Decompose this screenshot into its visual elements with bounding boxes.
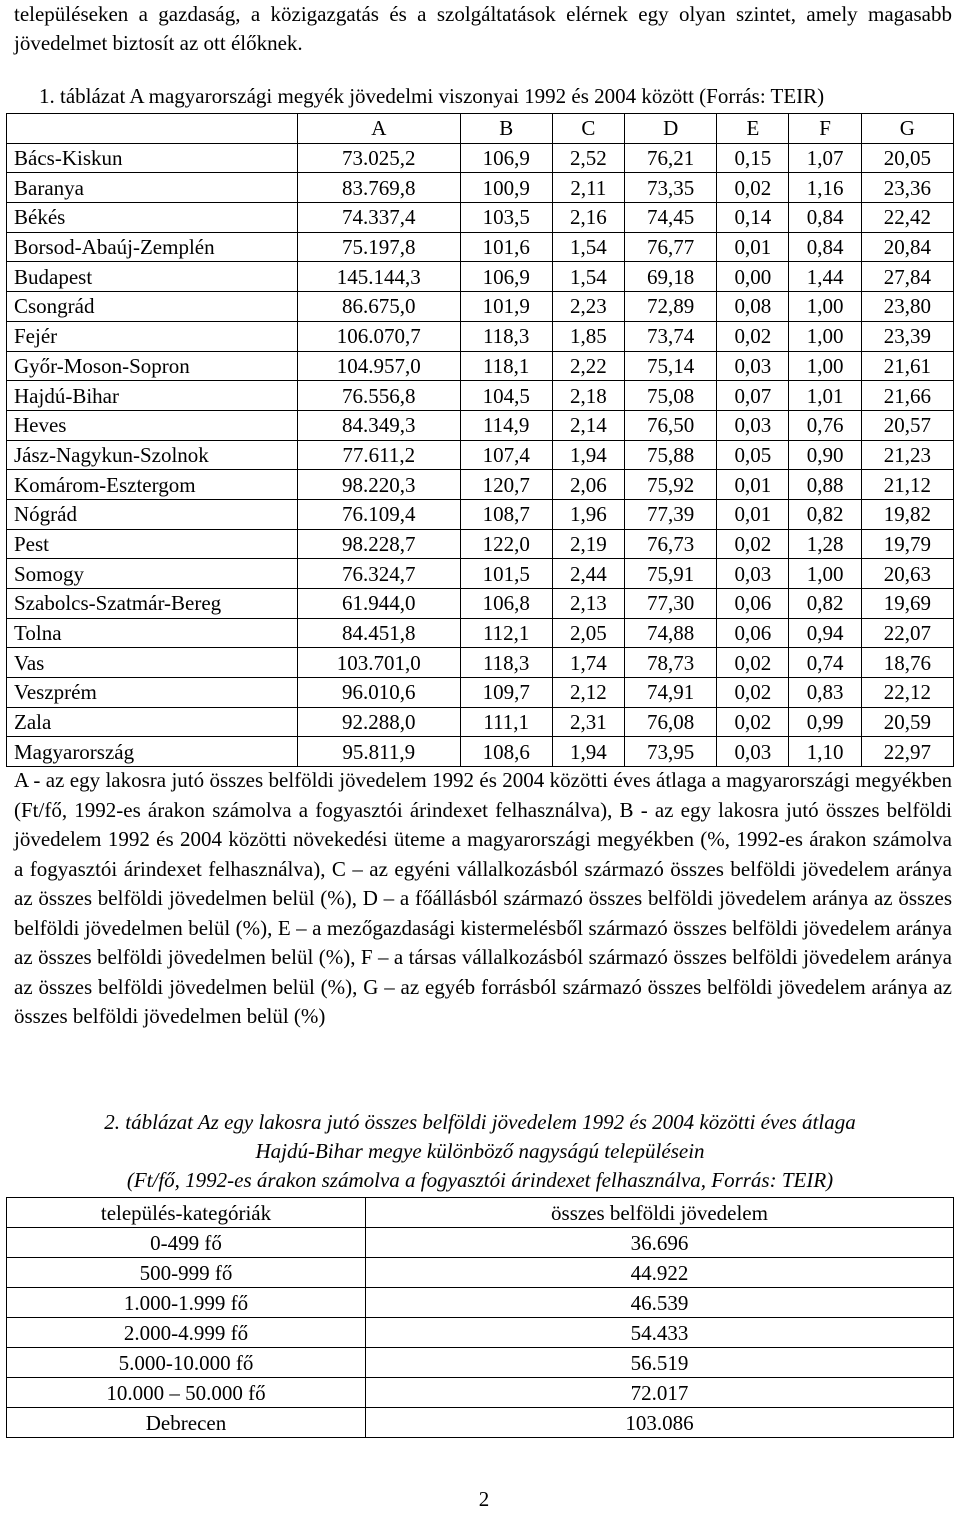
county-name-cell: Vas <box>7 648 298 678</box>
value-cell: 1,94 <box>552 440 624 470</box>
value-cell: 22,07 <box>861 618 953 648</box>
value-cell: 104.957,0 <box>298 351 461 381</box>
value-cell: 36.696 <box>366 1228 954 1258</box>
value-cell: 0,14 <box>717 203 789 233</box>
table-row <box>7 1288 954 1318</box>
value-cell: 19,82 <box>861 499 953 529</box>
value-cell: 1,54 <box>552 232 624 262</box>
table2-caption-line: 2. táblázat Az egy lakosra jutó összes belföldi jövedelem 1992 és 2004 közötti éves átlaga <box>104 1110 856 1134</box>
county-name-cell: Pest <box>7 529 298 559</box>
value-cell: 21,61 <box>861 351 953 381</box>
value-cell: 108,6 <box>460 737 552 767</box>
value-cell: 106,9 <box>460 262 552 292</box>
value-cell: 2,52 <box>552 143 624 173</box>
category-cell: 500-999 fő <box>7 1258 366 1288</box>
value-cell: 19,69 <box>861 589 953 619</box>
value-cell: 73,35 <box>625 173 717 203</box>
table-row <box>7 262 954 292</box>
value-cell: 118,1 <box>460 351 552 381</box>
value-cell: 1,00 <box>789 351 861 381</box>
value-cell: 103,5 <box>460 203 552 233</box>
value-cell: 83.769,8 <box>298 173 461 203</box>
county-name-cell: Fejér <box>7 321 298 351</box>
value-cell: 0,08 <box>717 292 789 322</box>
value-cell: 114,9 <box>460 410 552 440</box>
value-cell: 118,3 <box>460 321 552 351</box>
value-cell: 20,05 <box>861 143 953 173</box>
county-name-cell: Csongrád <box>7 292 298 322</box>
table1-caption: 1. táblázat A magyarországi megyék jövedelmi viszonyai 1992 és 2004 között (Forrás: TEIR) <box>39 84 825 108</box>
header-cell: C <box>552 114 624 144</box>
table2-caption <box>0 1108 960 1195</box>
value-cell: 0,02 <box>717 321 789 351</box>
value-cell: 0,01 <box>717 499 789 529</box>
value-cell: 104,5 <box>460 381 552 411</box>
value-cell: 1,01 <box>789 381 861 411</box>
table-row <box>7 351 954 381</box>
value-cell: 0,84 <box>789 203 861 233</box>
value-cell: 0,02 <box>717 707 789 737</box>
category-cell: 2.000-4.999 fő <box>7 1318 366 1348</box>
table-row <box>7 707 954 737</box>
value-cell: 0,84 <box>789 232 861 262</box>
table2-caption-line: Hajdú-Bihar megye különböző nagyságú településein <box>255 1139 705 1163</box>
value-cell: 76.109,4 <box>298 499 461 529</box>
value-cell: 0,82 <box>789 499 861 529</box>
value-cell: 98.228,7 <box>298 529 461 559</box>
value-cell: 112,1 <box>460 618 552 648</box>
value-cell: 1,16 <box>789 173 861 203</box>
value-cell: 84.451,8 <box>298 618 461 648</box>
value-cell: 2,22 <box>552 351 624 381</box>
county-name-cell: Komárom-Esztergom <box>7 470 298 500</box>
value-cell: 0,03 <box>717 737 789 767</box>
value-cell: 2,18 <box>552 381 624 411</box>
value-cell: 20,84 <box>861 232 953 262</box>
value-cell: 95.811,9 <box>298 737 461 767</box>
value-cell: 0,00 <box>717 262 789 292</box>
value-cell: 1,85 <box>552 321 624 351</box>
value-cell: 23,36 <box>861 173 953 203</box>
table1-legend: A - az egy lakosra jutó összes belföldi jövedelem 1992 és 2004 közötti éves átlaga a magyarországi megyékben (Ft/fő, 1992-es árakon számolva a fogyasztói árindexet felhasználva), B - az egy lakosra jutó összes belföldi jövedelem 1992 és 2004 közötti növekedési üteme a magyarországi megyékben (%, 1992-es árakon számolva a fogyasztói árindexet felhasználva), C – az egyéni vállalkozásból származó összes belföldi jövedelem aránya az összes belföldi jövedelmen belül (%), D – a főállásból származó összes belföldi jövedelem aránya az összes belföldi jövedelmen belül (%), E – a mezőgazdasági kistermelésből származó összes belföldi jövedelem aránya az összes belföldi jövedelmen belül (%), F – a társas vállalkozásból származó összes belföldi jövedelem aránya az összes belföldi jövedelmen belül (%), G – az egyéb forrásból származó összes belföldi jövedelem aránya az összes belföldi jövedelmen belül (%) <box>14 768 952 1028</box>
value-cell: 75,92 <box>625 470 717 500</box>
value-cell: 2,16 <box>552 203 624 233</box>
value-cell: 2,44 <box>552 559 624 589</box>
value-cell: 106.070,7 <box>298 321 461 351</box>
page-number: 2 <box>478 1487 490 1511</box>
value-cell: 0,76 <box>789 410 861 440</box>
county-name-cell: Budapest <box>7 262 298 292</box>
value-cell: 73,95 <box>625 737 717 767</box>
county-name-cell: Heves <box>7 410 298 440</box>
value-cell: 2,12 <box>552 678 624 708</box>
value-cell: 98.220,3 <box>298 470 461 500</box>
table-row <box>7 203 954 233</box>
value-cell: 100,9 <box>460 173 552 203</box>
value-cell: 2,23 <box>552 292 624 322</box>
value-cell: 86.675,0 <box>298 292 461 322</box>
value-cell: 101,5 <box>460 559 552 589</box>
value-cell: 2,31 <box>552 707 624 737</box>
value-cell: 76,50 <box>625 410 717 440</box>
value-cell: 101,9 <box>460 292 552 322</box>
value-cell: 1,00 <box>789 559 861 589</box>
value-cell: 122,0 <box>460 529 552 559</box>
value-cell: 0,02 <box>717 529 789 559</box>
value-cell: 0,06 <box>717 589 789 619</box>
value-cell: 0,01 <box>717 470 789 500</box>
value-cell: 2,05 <box>552 618 624 648</box>
table-row <box>7 1258 954 1288</box>
table-row <box>7 1378 954 1408</box>
value-cell: 107,4 <box>460 440 552 470</box>
header-cell: E <box>717 114 789 144</box>
table-row <box>7 1318 954 1348</box>
table-row <box>7 618 954 648</box>
value-cell: 92.288,0 <box>298 707 461 737</box>
value-cell: 76,73 <box>625 529 717 559</box>
table-row <box>7 440 954 470</box>
category-cell: 5.000-10.000 fő <box>7 1348 366 1378</box>
value-cell: 23,39 <box>861 321 953 351</box>
value-cell: 0,01 <box>717 232 789 262</box>
value-cell: 75.197,8 <box>298 232 461 262</box>
value-cell: 19,79 <box>861 529 953 559</box>
table-row <box>7 410 954 440</box>
county-name-cell: Tolna <box>7 618 298 648</box>
value-cell: 23,80 <box>861 292 953 322</box>
value-cell: 54.433 <box>366 1318 954 1348</box>
value-cell: 145.144,3 <box>298 262 461 292</box>
value-cell: 72.017 <box>366 1378 954 1408</box>
county-name-cell: Veszprém <box>7 678 298 708</box>
value-cell: 0,03 <box>717 351 789 381</box>
value-cell: 0,15 <box>717 143 789 173</box>
value-cell: 75,91 <box>625 559 717 589</box>
table-row <box>7 648 954 678</box>
header-cell: G <box>861 114 953 144</box>
header-cell: összes belföldi jövedelem <box>366 1198 954 1228</box>
value-cell: 76,77 <box>625 232 717 262</box>
value-cell: 2,13 <box>552 589 624 619</box>
value-cell: 69,18 <box>625 262 717 292</box>
value-cell: 77,30 <box>625 589 717 619</box>
value-cell: 21,12 <box>861 470 953 500</box>
value-cell: 20,63 <box>861 559 953 589</box>
value-cell: 22,12 <box>861 678 953 708</box>
value-cell: 72,89 <box>625 292 717 322</box>
value-cell: 0,07 <box>717 381 789 411</box>
category-cell: Debrecen <box>7 1408 366 1438</box>
value-cell: 1,10 <box>789 737 861 767</box>
settlement-income-table <box>6 1197 954 1438</box>
category-cell: 0-499 fő <box>7 1228 366 1258</box>
value-cell: 103.086 <box>366 1408 954 1438</box>
county-name-cell: Zala <box>7 707 298 737</box>
table2-caption-line: (Ft/fő, 1992-es árakon számolva a fogyasztói árindexet felhasználva, Forrás: TEIR) <box>126 1168 834 1192</box>
table-row <box>7 470 954 500</box>
value-cell: 56.519 <box>366 1348 954 1378</box>
county-name-cell: Magyarország <box>7 737 298 767</box>
value-cell: 76,08 <box>625 707 717 737</box>
value-cell: 118,3 <box>460 648 552 678</box>
county-name-cell: Jász-Nagykun-Szolnok <box>7 440 298 470</box>
county-name-cell: Győr-Moson-Sopron <box>7 351 298 381</box>
value-cell: 74.337,4 <box>298 203 461 233</box>
value-cell: 0,83 <box>789 678 861 708</box>
table-row <box>7 232 954 262</box>
value-cell: 75,14 <box>625 351 717 381</box>
value-cell: 76,21 <box>625 143 717 173</box>
value-cell: 20,57 <box>861 410 953 440</box>
table-row <box>7 292 954 322</box>
value-cell: 0,99 <box>789 707 861 737</box>
value-cell: 1,54 <box>552 262 624 292</box>
table-row <box>7 529 954 559</box>
intro-paragraph: településeken a gazdaság, a közigazgatás és a szolgáltatások elérnek egy olyan szintet, amely magasabb jövedelmet biztosít az ott élőknek. <box>14 2 952 55</box>
value-cell: 0,02 <box>717 648 789 678</box>
value-cell: 46.539 <box>366 1288 954 1318</box>
value-cell: 18,76 <box>861 648 953 678</box>
header-cell: település-kategóriák <box>7 1198 366 1228</box>
value-cell: 76.556,8 <box>298 381 461 411</box>
value-cell: 109,7 <box>460 678 552 708</box>
value-cell: 44.922 <box>366 1258 954 1288</box>
value-cell: 73,74 <box>625 321 717 351</box>
value-cell: 78,73 <box>625 648 717 678</box>
table-row <box>7 678 954 708</box>
value-cell: 0,90 <box>789 440 861 470</box>
header-cell: A <box>298 114 461 144</box>
county-income-table <box>6 113 954 767</box>
value-cell: 0,74 <box>789 648 861 678</box>
value-cell: 1,00 <box>789 292 861 322</box>
value-cell: 84.349,3 <box>298 410 461 440</box>
value-cell: 2,06 <box>552 470 624 500</box>
county-name-cell: Somogy <box>7 559 298 589</box>
value-cell: 111,1 <box>460 707 552 737</box>
header-cell: B <box>460 114 552 144</box>
value-cell: 75,08 <box>625 381 717 411</box>
value-cell: 77,39 <box>625 499 717 529</box>
county-name-cell: Borsod-Abaúj-Zemplén <box>7 232 298 262</box>
table-row <box>7 143 954 173</box>
county-name-cell: Nógrád <box>7 499 298 529</box>
header-cell: F <box>789 114 861 144</box>
value-cell: 77.611,2 <box>298 440 461 470</box>
value-cell: 2,11 <box>552 173 624 203</box>
table-row <box>7 381 954 411</box>
table-row <box>7 1348 954 1378</box>
table-row <box>7 321 954 351</box>
table-row <box>7 1408 954 1438</box>
value-cell: 103.701,0 <box>298 648 461 678</box>
value-cell: 0,03 <box>717 410 789 440</box>
table-row <box>7 589 954 619</box>
value-cell: 1,94 <box>552 737 624 767</box>
value-cell: 74,88 <box>625 618 717 648</box>
value-cell: 1,28 <box>789 529 861 559</box>
value-cell: 0,88 <box>789 470 861 500</box>
category-cell: 10.000 – 50.000 fő <box>7 1378 366 1408</box>
value-cell: 2,14 <box>552 410 624 440</box>
value-cell: 101,6 <box>460 232 552 262</box>
value-cell: 21,66 <box>861 381 953 411</box>
county-name-cell: Baranya <box>7 173 298 203</box>
county-name-cell: Bács-Kiskun <box>7 143 298 173</box>
value-cell: 75,88 <box>625 440 717 470</box>
value-cell: 22,42 <box>861 203 953 233</box>
value-cell: 0,06 <box>717 618 789 648</box>
value-cell: 74,45 <box>625 203 717 233</box>
value-cell: 1,44 <box>789 262 861 292</box>
value-cell: 0,82 <box>789 589 861 619</box>
value-cell: 76.324,7 <box>298 559 461 589</box>
header-cell: D <box>625 114 717 144</box>
value-cell: 0,05 <box>717 440 789 470</box>
category-cell: 1.000-1.999 fő <box>7 1288 366 1318</box>
value-cell: 22,97 <box>861 737 953 767</box>
value-cell: 120,7 <box>460 470 552 500</box>
value-cell: 1,00 <box>789 321 861 351</box>
value-cell: 27,84 <box>861 262 953 292</box>
table-row <box>7 499 954 529</box>
value-cell: 2,19 <box>552 529 624 559</box>
table-header-row <box>7 114 954 144</box>
value-cell: 1,07 <box>789 143 861 173</box>
value-cell: 73.025,2 <box>298 143 461 173</box>
county-name-cell: Szabolcs-Szatmár-Bereg <box>7 589 298 619</box>
value-cell: 1,96 <box>552 499 624 529</box>
value-cell: 0,94 <box>789 618 861 648</box>
county-name-cell: Békés <box>7 203 298 233</box>
value-cell: 1,74 <box>552 648 624 678</box>
value-cell: 0,03 <box>717 559 789 589</box>
table-row <box>7 1228 954 1258</box>
value-cell: 0,02 <box>717 678 789 708</box>
table-row <box>7 173 954 203</box>
value-cell: 0,02 <box>717 173 789 203</box>
value-cell: 106,8 <box>460 589 552 619</box>
county-name-cell: Hajdú-Bihar <box>7 381 298 411</box>
header-cell-empty <box>7 114 298 144</box>
value-cell: 106,9 <box>460 143 552 173</box>
value-cell: 61.944,0 <box>298 589 461 619</box>
value-cell: 108,7 <box>460 499 552 529</box>
value-cell: 21,23 <box>861 440 953 470</box>
table-row <box>7 737 954 767</box>
value-cell: 20,59 <box>861 707 953 737</box>
value-cell: 74,91 <box>625 678 717 708</box>
table-row <box>7 559 954 589</box>
table-header-row <box>7 1198 954 1228</box>
value-cell: 96.010,6 <box>298 678 461 708</box>
